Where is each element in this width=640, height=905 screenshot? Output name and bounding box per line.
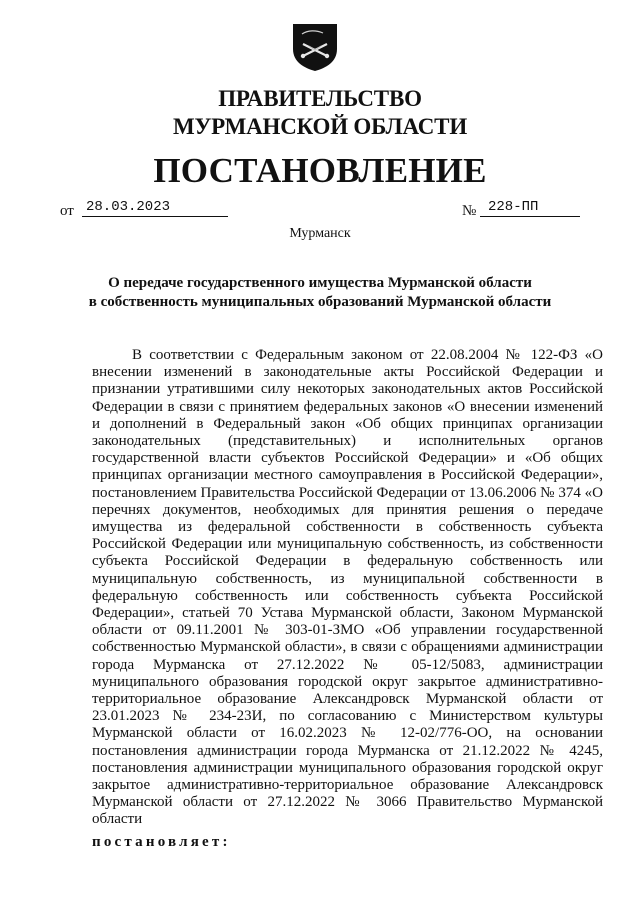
number-label: № xyxy=(462,203,477,219)
decree-number: 228-ПП xyxy=(480,198,580,217)
document-type-title: ПОСТАНОВЛЕНИЕ xyxy=(153,151,487,190)
government-name-line2: МУРМАНСКОЙ ОБЛАСТИ xyxy=(172,114,468,139)
date-label: от xyxy=(60,203,74,219)
subject-line1: О передаче государственного имущества Мурманской области xyxy=(108,275,532,291)
city-name: Мурманск xyxy=(289,226,351,241)
date-number-row xyxy=(60,198,580,222)
decree-subject xyxy=(80,274,560,312)
government-name-line1: ПРАВИТЕЛЬСТВО xyxy=(218,86,422,111)
subject-line2: в собственность муниципальных образований Мурманской области xyxy=(88,294,552,310)
coat-of-arms-icon xyxy=(290,22,340,72)
resolves-word: постановляет: xyxy=(92,834,231,850)
preamble-paragraph: В соответствии с Федеральным законом от 22.08.2004 № 122-ФЗ «О внесении изменений в законодательные акты Российской Федерации и признании утратившими силу некоторых законодательных актов Российской Федерации в связи с принятием федеральных законов «О внесении изменений и дополнений в Федеральный закон «Об общих принципах организации законодательных (представительных) и исполнительных органов государственной власти субъектов Российской Федерации» и «Об общих принципах организации местного самоуправления в Российской Федерации», постановлением Правительства Российской Федерации от 13.06.2006 № 374 «О перечнях документов, необходимых для принятия решения о передаче имущества из федеральной собственности в собственность субъекта Российской Федерации или муниципальную собственность, из собственности субъекта Российской Федерации в федеральную собственность или муниципальную собственность, из муниципальной собственности в федеральную собственность или собственность субъекта Российской Федерации», статьей 70 Устава Мурманской области, Законом Мурманской области от 09.11.2001 № 303-01-ЗМО «Об управлении государственной собственностью Мурманской области», в связи с обращениями администрации города Мурманска от 27.12.2022 № 05-12/5083, администрации муниципального образования городской округ закрытое административно-территориальное образование Александровск Мурманской области от 23.01.2023 № 234-23И, по согласованию с Министерством культуры Мурманской области от 16.02.2023 № 12-02/776-ОО, на основании постановления администрации города Мурманска от 21.12.2022 № 4245, постановления администрации муниципального образования городской округ закрытое административно-территориальное образование Александровск Мурманской области от 27.12.2022 № 3066 Правительство Мурманской области xyxy=(92,347,603,828)
decree-date: 28.03.2023 xyxy=(82,198,228,217)
